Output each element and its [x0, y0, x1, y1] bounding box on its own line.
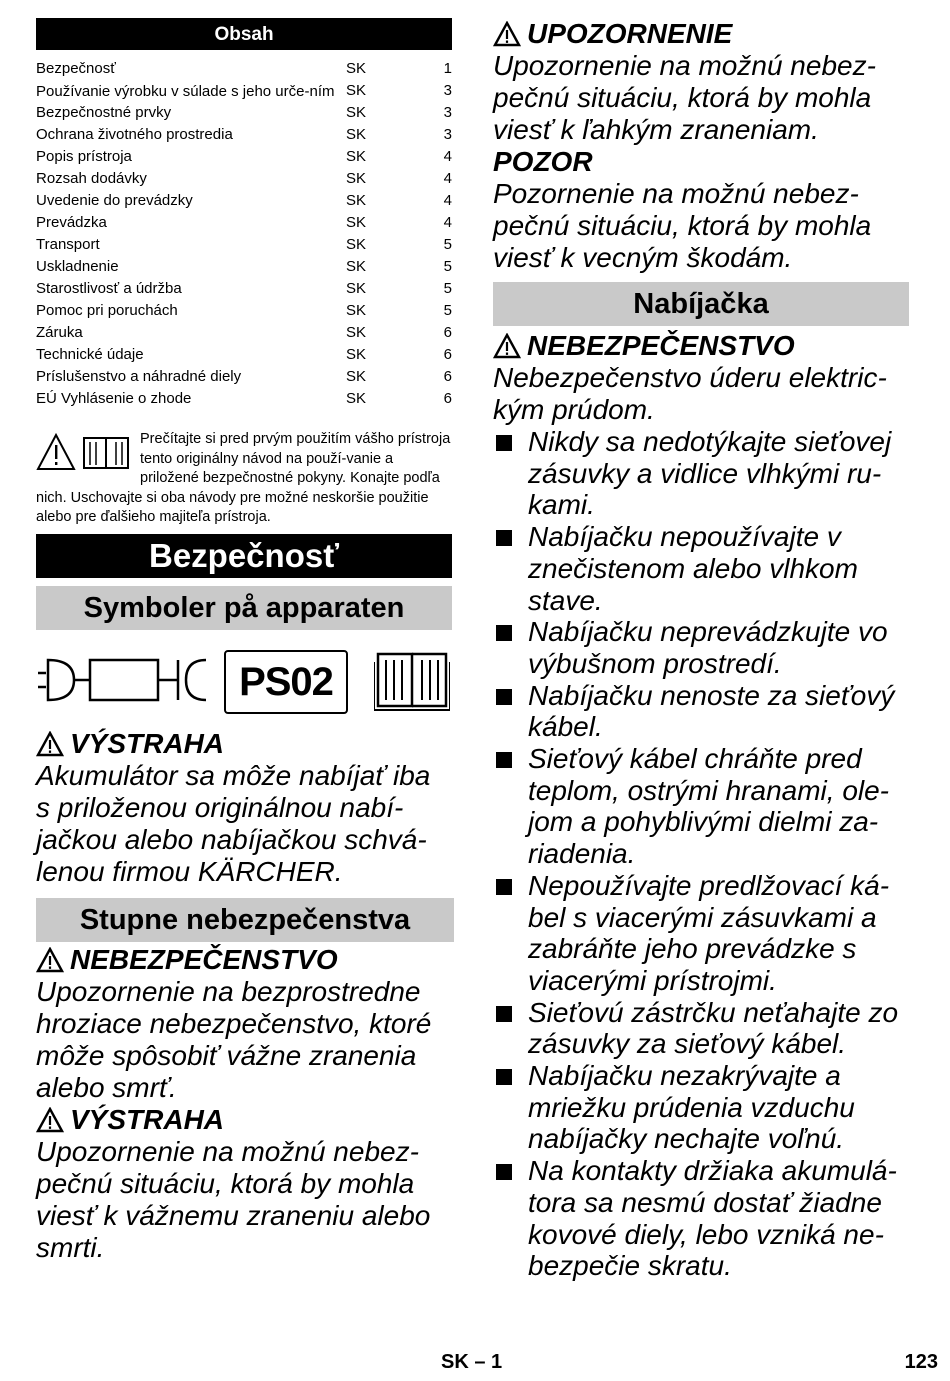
list-item — [493, 616, 909, 679]
list-item — [493, 521, 909, 616]
list-item-text: Nabíjačku nepoužívajte v znečistenom alebo vlhkom stave. — [528, 521, 858, 616]
danger-text: Upozornenie na bezprostredne hroziace nebezpečenstvo, ktoré môže spôsobiť vážne zranenia alebo smrť. — [36, 975, 432, 1103]
toc-row[interactable] — [36, 190, 452, 212]
toc-row[interactable] — [36, 58, 452, 80]
toc-title: Záruka — [36, 324, 83, 341]
toc-row[interactable] — [36, 212, 452, 234]
bullet-square-icon — [496, 689, 512, 705]
toc-title: Starostlivosť a údržba — [36, 280, 182, 297]
toc-title: Pomoc pri poruchách — [36, 302, 178, 319]
toc-lang: SK — [346, 368, 367, 385]
left-column — [36, 18, 452, 1264]
toc-lang: SK — [346, 126, 367, 143]
toc-lang: SK — [346, 302, 367, 319]
caution-heading-text: UPOZORNENIE — [527, 18, 733, 49]
danger-heading — [36, 944, 452, 976]
table-of-contents — [36, 58, 452, 410]
toc-lang: SK — [346, 192, 367, 209]
book-icon — [374, 648, 450, 712]
warning-heading — [36, 1104, 452, 1136]
toc-lang: SK — [346, 214, 367, 231]
danger-heading-text: NEBEZPEČENSTVO — [70, 943, 338, 975]
warning-triangle-icon — [493, 333, 521, 359]
toc-page: 5 — [443, 258, 452, 275]
toc-title: Prevádzka — [36, 214, 107, 231]
toc-row[interactable] — [36, 300, 452, 322]
bullet-square-icon — [496, 879, 512, 895]
toc-title: Transport — [36, 236, 100, 253]
bullet-square-icon — [496, 435, 512, 451]
toc-row[interactable] — [36, 344, 452, 366]
list-item-text: Nikdy sa nedotýkajte sieťovej zásuvky a vidlice vlhkými ru-kami. — [528, 426, 892, 521]
warning-triangle-icon — [36, 947, 64, 973]
pozor-text: Pozornenie na možnú nebez-pečnú situáciu, ktorá by mohla viesť k vecným škodám. — [493, 178, 872, 273]
section-heading-symbols: Symboler på apparaten — [36, 586, 452, 630]
toc-lang: SK — [346, 390, 367, 407]
charger-danger-heading-text: NEBEZPEČENSTVO — [527, 330, 795, 361]
warning-text: Akumulátor sa môže nabíjať iba s priloženou originálnou nabí-jačkou alebo nabíjačkou schvá-lenou firmou KÄRCHER. — [36, 759, 431, 887]
toc-row[interactable] — [36, 256, 452, 278]
section-heading-safety: Bezpečnosť — [36, 534, 452, 578]
bullet-square-icon — [496, 625, 512, 641]
charger-danger-text: Nebezpečenstvo úderu elektric-kým prúdom. — [493, 362, 887, 425]
toc-page: 6 — [443, 390, 452, 407]
bullet-square-icon — [496, 752, 512, 768]
toc-heading: Obsah — [36, 18, 452, 50]
toc-row[interactable] — [36, 102, 452, 124]
right-column — [493, 18, 909, 1282]
read-manual-text: Prečítajte si pred prvým použitím vášho prístroja tento originálny návod na použí-vanie a priložené bezpečnostné pokyny. Konajte podľa nich. Uschovajte si oba návody pre možné neskoršie použitie alebo pre ďalšieho majiteľa prístroja. — [36, 431, 451, 525]
toc-row[interactable] — [36, 322, 452, 344]
list-item — [493, 426, 909, 521]
toc-lang: SK — [346, 346, 367, 363]
pozor-heading: POZOR — [493, 146, 593, 177]
toc-page: 5 — [443, 280, 452, 297]
toc-row[interactable] — [36, 388, 452, 410]
warning-triangle-icon — [36, 731, 64, 757]
list-item-text: Na kontakty držiaka akumulá-tora sa nesmú dostať žiadne kovové diely, lebo vzniká ne-bezpečie skratu. — [528, 1155, 897, 1282]
toc-row[interactable] — [36, 278, 452, 300]
toc-row[interactable] — [36, 124, 452, 146]
list-item-text: Nepoužívajte predlžovací ká-bel s viacerými zásuvkami a zabráňte jeho prevádzke s viacerými prístrojmi. — [528, 869, 890, 996]
bullet-square-icon — [496, 1006, 512, 1022]
list-item-text: Sieťovú zástrčku neťahajte zo zásuvky za sieťový kábel. — [528, 996, 899, 1060]
toc-page: 4 — [443, 214, 452, 231]
toc-lang: SK — [346, 82, 367, 99]
warning-heading-text: VÝSTRAHA — [70, 1103, 225, 1135]
list-item — [493, 997, 909, 1060]
warning-heading — [36, 728, 452, 760]
toc-lang: SK — [346, 60, 367, 77]
warning-book-icon — [36, 432, 130, 472]
warning-text: Upozornenie na možnú nebez-pečnú situáciu, ktorá by mohla viesť k vážnemu zraneniu alebo smrti. — [36, 1135, 431, 1263]
list-item-text: Nabíjačku nenoste za sieťový kábel. — [528, 679, 895, 743]
toc-title: Rozsah dodávky — [36, 170, 147, 187]
footer-section-label: SK – 1 — [441, 1351, 503, 1373]
toc-lang: SK — [346, 258, 367, 275]
device-symbols — [36, 630, 452, 726]
list-item — [493, 1155, 909, 1282]
toc-page: 1 — [443, 60, 452, 77]
toc-title: Používanie výrobku v súlade s jeho urče-ním — [36, 83, 335, 100]
bullet-square-icon — [496, 1069, 512, 1085]
toc-page: 4 — [443, 170, 452, 187]
toc-title: Technické údaje — [36, 346, 144, 363]
toc-title: EÚ Vyhlásenie o zhode — [36, 390, 192, 407]
list-item-text: Nabíjačku neprevádzkujte vo výbušnom prostredí. — [528, 616, 888, 679]
toc-page: 4 — [443, 148, 452, 165]
toc-page: 5 — [443, 302, 452, 319]
toc-title: Uskladnenie — [36, 258, 119, 275]
toc-page: 6 — [443, 324, 452, 341]
toc-title: Uvedenie do prevádzky — [36, 192, 193, 209]
toc-lang: SK — [346, 324, 367, 341]
bullet-square-icon — [496, 1164, 512, 1180]
toc-row[interactable] — [36, 80, 452, 102]
toc-title: Bezpečnosť — [36, 60, 116, 77]
caution-heading — [493, 18, 909, 50]
ps02-label: PS02 — [224, 650, 348, 714]
list-item-text: Sieťový kábel chráňte pred teplom, ostrými hranami, ole-jom a pohyblivými dielmi za-riadenia. — [528, 743, 890, 870]
toc-lang: SK — [346, 236, 367, 253]
list-item — [493, 870, 909, 997]
list-item — [493, 1060, 909, 1155]
section-heading-charger: Nabíjačka — [493, 282, 909, 326]
toc-title: Bezpečnostné prvky — [36, 104, 172, 121]
toc-row[interactable] — [36, 234, 452, 256]
toc-row[interactable] — [36, 146, 452, 168]
toc-page: 6 — [443, 368, 452, 385]
toc-page: 3 — [443, 126, 452, 143]
toc-lang: SK — [346, 280, 367, 297]
bullet-square-icon — [496, 530, 512, 546]
toc-page: 3 — [443, 104, 452, 121]
warning-heading-text: VÝSTRAHA — [70, 727, 225, 759]
toc-row[interactable] — [36, 366, 452, 388]
charger-safety-list — [493, 426, 909, 1282]
read-manual-note — [36, 430, 452, 528]
toc-page: 4 — [443, 192, 452, 209]
toc-row[interactable] — [36, 168, 452, 190]
toc-title: Príslušenstvo a náhradné diely — [36, 368, 242, 385]
list-item — [493, 743, 909, 870]
list-item-text: Nabíjačku nezakrývajte a mriežku prúdenia vzduchu nabíjačky nechajte voľnú. — [528, 1060, 855, 1155]
list-item — [493, 680, 909, 743]
toc-lang: SK — [346, 104, 367, 121]
toc-page: 5 — [443, 236, 452, 253]
toc-lang: SK — [346, 148, 367, 165]
charger-danger-heading — [493, 330, 909, 362]
toc-page: 6 — [443, 346, 452, 363]
toc-title: Ochrana životného prostredia — [36, 126, 233, 143]
caution-text: Upozornenie na možnú nebez-pečnú situáciu, ktorá by mohla viesť k ľahkým zraneniam. — [493, 50, 876, 145]
toc-lang: SK — [346, 170, 367, 187]
toc-title: Popis prístroja — [36, 148, 132, 165]
warning-triangle-icon — [36, 1107, 64, 1133]
toc-page: 3 — [443, 82, 452, 99]
footer-page-number: 123 — [904, 1351, 938, 1373]
charger-plug-icon — [36, 652, 214, 708]
warning-triangle-icon — [493, 21, 521, 47]
section-heading-levels: Stupne nebezpečenstva — [36, 898, 454, 942]
